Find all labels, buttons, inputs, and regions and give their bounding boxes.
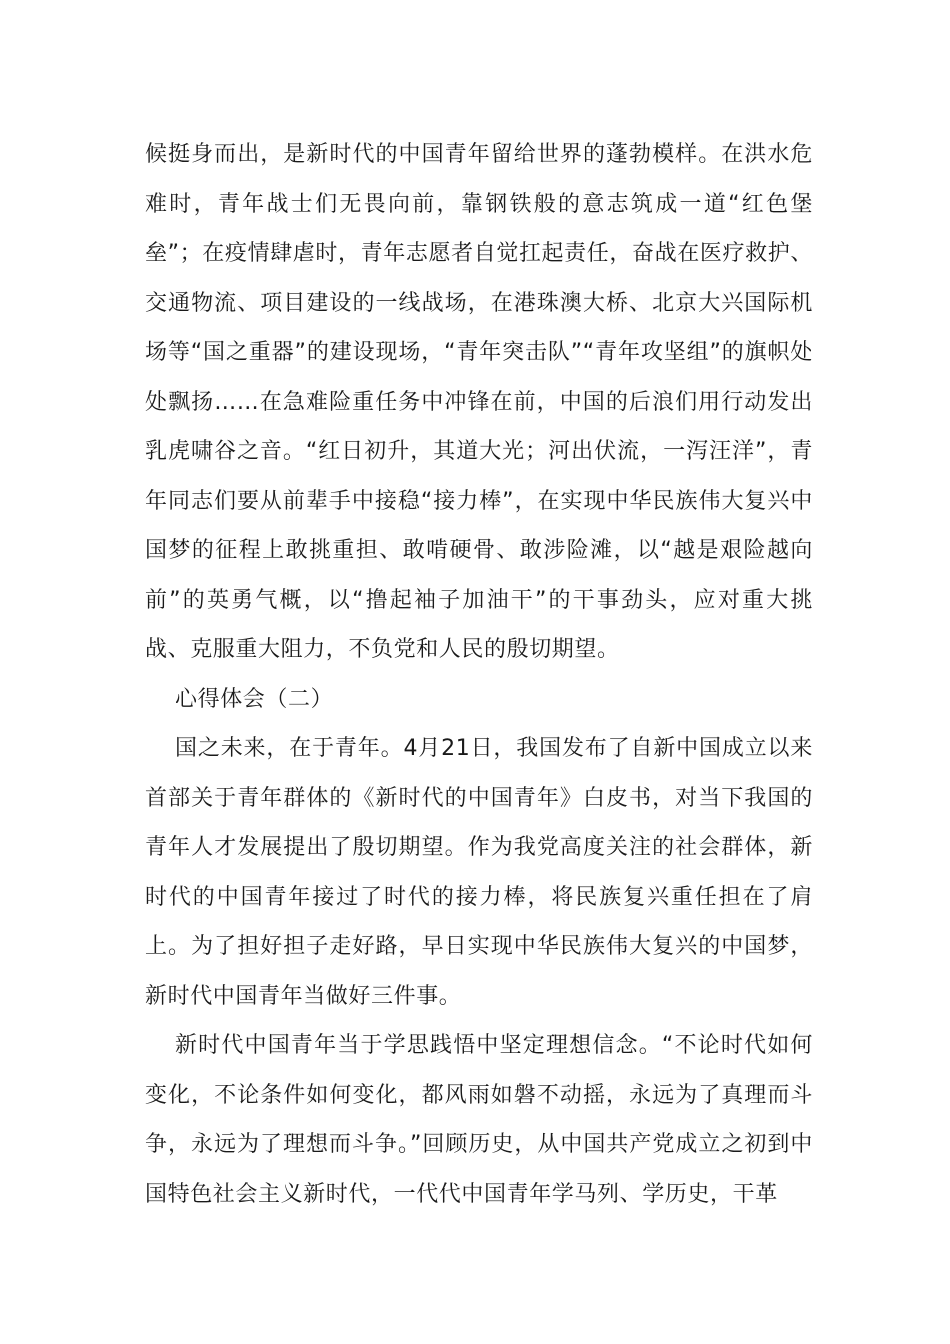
paragraph-continuation: 候挺身而出，是新时代的中国青年留给世界的蓬勃模样。在洪水危难时，青年战士们无畏向前，靠钢铁般的意志筑成一道“红色堡垒”；在疫情肆虐时，青年志愿者自觉扛起责任，奋战在医疗救护、交通物流、项目建设的一线战场，在港珠澳大桥、北京大兴国际机场等“国之重器”的建设现场，“青年突击队”“青年攻坚组”的旗帜处处飘扬……在急难险重任务中冲锋在前，中国的后浪们用行动发出乳虎啸谷之音。“红日初升，其道大光；河出伏流，一泻汪洋”，青年同志们要从前辈手中接稳“接力棒”，在实现中华民族伟大复兴中国梦的征程上敢挑重担、敢啃硬骨、敢涉险滩，以“越是艰险越向前”的英勇气概，以“撸起袖子加油干”的干事劲头，应对重大挑战、克服重大阻力，不负党和人民的殷切期望。 (145, 142, 813, 662)
document-body (145, 130, 813, 1219)
paragraph-ideals: 新时代中国青年当于学思践悟中坚定理想信念。“不论时代如何变化，不论条件如何变化，都风雨如磐不动摇，永远为了真理而斗争，永远为了理想而斗争。”回顾历史，从中国共产党成立之初到中国特色社会主义新时代，一代代中国青年学马列、学历史，干革 (145, 1033, 813, 1207)
paragraph-intro: 国之未来，在于青年。4月21日，我国发布了自新中国成立以来首部关于青年群体的《新时代的中国青年》白皮书，对当下我国的青年人才发展提出了殷切期望。作为我党高度关注的社会群体，新时代的中国青年接过了时代的接力棒，将民族复兴重任担在了肩上。为了担好担子走好路，早日实现中华民族伟大复兴的中国梦，新时代中国青年当做好三件事。 (145, 736, 813, 1009)
section-heading: 心得体会（二） (175, 686, 334, 712)
